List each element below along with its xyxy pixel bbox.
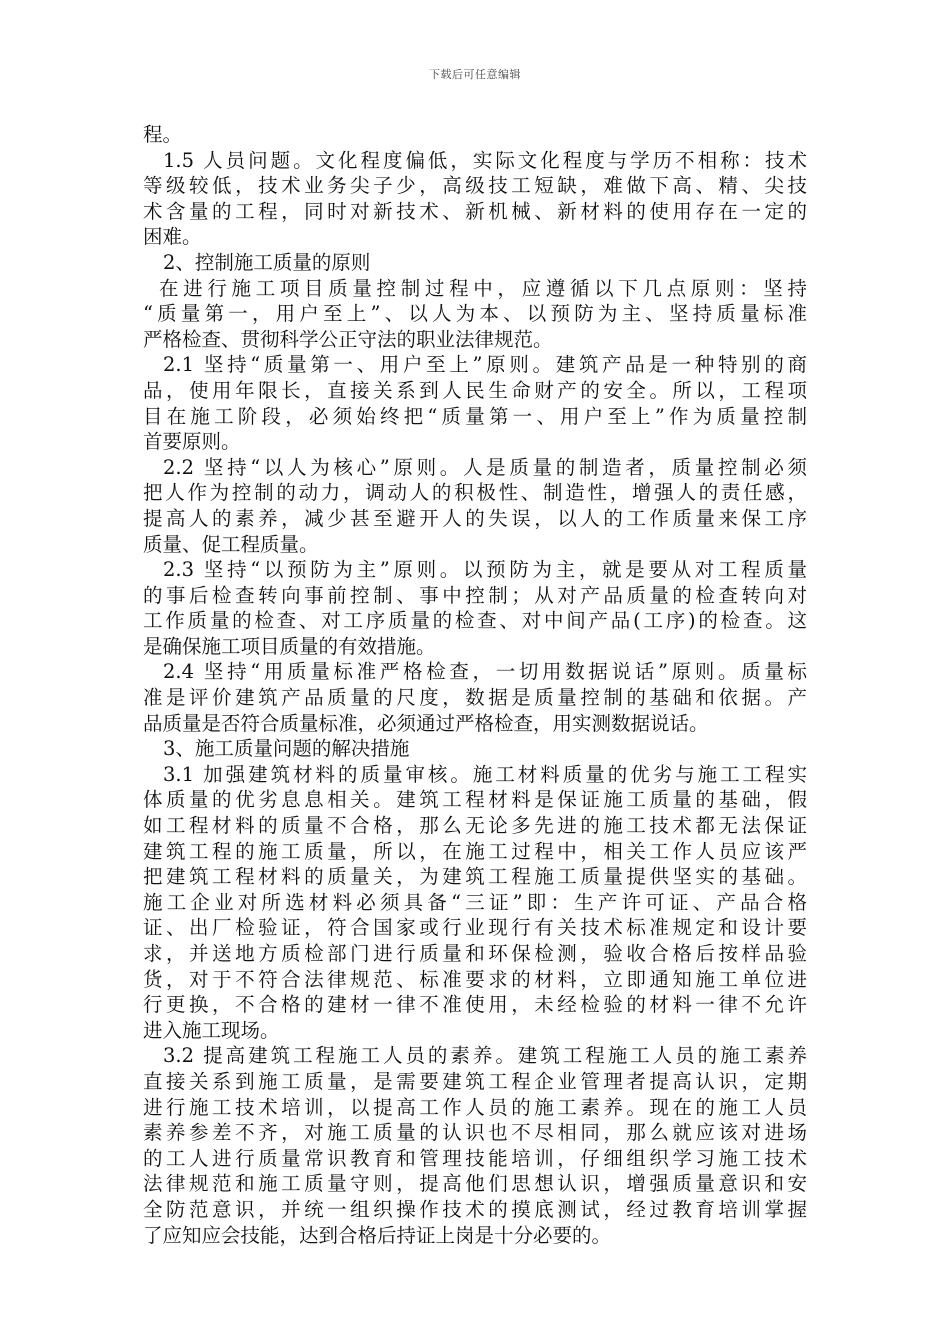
text-line: 素养参差不齐，对施工质量的认识也不尽相同，那么就应该对进场: [143, 1121, 807, 1145]
text-line: 行更换，不合格的建材一律不准使用，未经检验的材料一律不允许: [143, 993, 807, 1017]
text-line: 品质量是否符合质量标准，必须通过严格检查，用实测数据说话。: [143, 711, 709, 735]
text-line: 困难。: [143, 225, 202, 249]
text-line: 质量、促工程质量。: [143, 532, 319, 556]
text-line: 法律规范和施工质量守则，提高他们思想认识，增强质量意识和安: [143, 1172, 807, 1196]
document-body: [143, 122, 807, 1248]
text-line: “质量第一，用户至上”、以人为本、以预防为主、坚持质量标准: [143, 302, 807, 326]
page-header: 下载后可任意编辑: [429, 68, 521, 81]
text-line: 进入施工现场。: [143, 1018, 280, 1042]
text-line: 把建筑工程材料的质量关，为建筑工程施工质量提供坚实的基础。: [143, 865, 807, 889]
text-line: 如工程材料的质量不合格，那么无论多先进的施工技术都无法保证: [143, 814, 807, 838]
text-line: 2.3 坚持“以预防为主”原则。以预防为主，就是要从对工程质量: [163, 558, 807, 582]
text-line: 进行施工技术培训，以提高工作人员的施工素养。现在的施工人员: [143, 1095, 807, 1119]
text-line: 体质量的优劣息息相关。建筑工程材料是保证施工质量的基础，假: [143, 788, 807, 812]
text-line: 1.5 人员问题。文化程度偏低，实际文化程度与学历不相称：技术: [163, 148, 807, 172]
text-line: 3.2 提高建筑工程施工人员的素养。建筑工程施工人员的施工素养: [163, 1044, 807, 1068]
text-line: 目在施工阶段，必须始终把“质量第一、用户至上”作为质量控制: [143, 404, 807, 428]
text-line: 货，对于不符合法律规范、标准要求的材料，立即通知施工单位进: [143, 967, 807, 991]
text-line: 了应知应会技能，达到合格后持证上岗是十分必要的。: [143, 1223, 612, 1247]
text-line: 是确保施工项目质量的有效措施。: [143, 634, 436, 658]
text-line: 严格检查、贯彻科学公正守法的职业法律规范。: [143, 327, 553, 351]
text-line: 首要原则。: [143, 430, 241, 454]
text-line: 术含量的工程，同时对新技术、新机械、新材料的使用存在一定的: [143, 199, 807, 223]
text-line: 全防范意识，并统一组织操作技术的摸底测试，经过教育培训掌握: [143, 1197, 807, 1221]
text-line: 证、出厂检验证，符合国家或行业现行有关技术标准规定和设计要: [143, 916, 807, 940]
text-line: 工作质量的检查、对工序质量的检查、对中间产品(工序)的检查。这: [143, 609, 807, 633]
text-line: 3、施工质量问题的解决措施: [163, 737, 410, 761]
text-line: 求，并送地方质检部门进行质量和环保检测，验收合格后按样品验: [143, 942, 807, 965]
text-line: 2.4 坚持“用质量标准严格检查，一切用数据说话”原则。质量标: [163, 660, 807, 684]
text-line: 提高人的素养，减少甚至避开人的失误，以人的工作质量来保工序: [143, 506, 807, 530]
text-line: 把人作为控制的动力，调动人的积极性、制造性，增强人的责任感，: [143, 481, 807, 505]
text-line: 施工企业对所选材料必须具备“三证”即：生产许可证、产品合格: [143, 890, 807, 914]
text-line: 等级较低，技术业务尖子少，高级技工短缺，难做下高、精、尖技: [143, 174, 807, 198]
text-line: 程。: [143, 123, 183, 146]
text-line: 2.2 坚持“以人为核心”原则。人是质量的制造者，质量控制必须: [163, 455, 807, 479]
text-line: 在进行施工项目质量控制过程中，应遵循以下几点原则：坚持: [159, 276, 807, 300]
text-line: 品，使用年限长，直接关系到人民生命财产的安全。所以，工程项: [143, 378, 807, 402]
text-line: 的工人进行质量常识教育和管理技能培训，仔细组织学习施工技术: [143, 1146, 807, 1170]
text-line: 的事后检查转向事前控制、事中控制；从对产品质量的检查转向对: [143, 583, 807, 607]
text-line: 建筑工程的施工质量，所以，在施工过程中，相关工作人员应该严: [143, 839, 807, 863]
text-line: 准是评价建筑产品质量的尺度，数据是质量控制的基础和依据。产: [143, 686, 807, 710]
text-line: 3.1 加强建筑材料的质量审核。施工材料质量的优劣与施工工程实: [163, 762, 807, 786]
text-line: 2、控制施工质量的原则: [163, 250, 371, 274]
text-line: 2.1 坚持“质量第一、用户至上”原则。建筑产品是一种特别的商: [163, 353, 807, 377]
text-line: 直接关系到施工质量，是需要建筑工程企业管理者提高认识，定期: [143, 1069, 807, 1093]
